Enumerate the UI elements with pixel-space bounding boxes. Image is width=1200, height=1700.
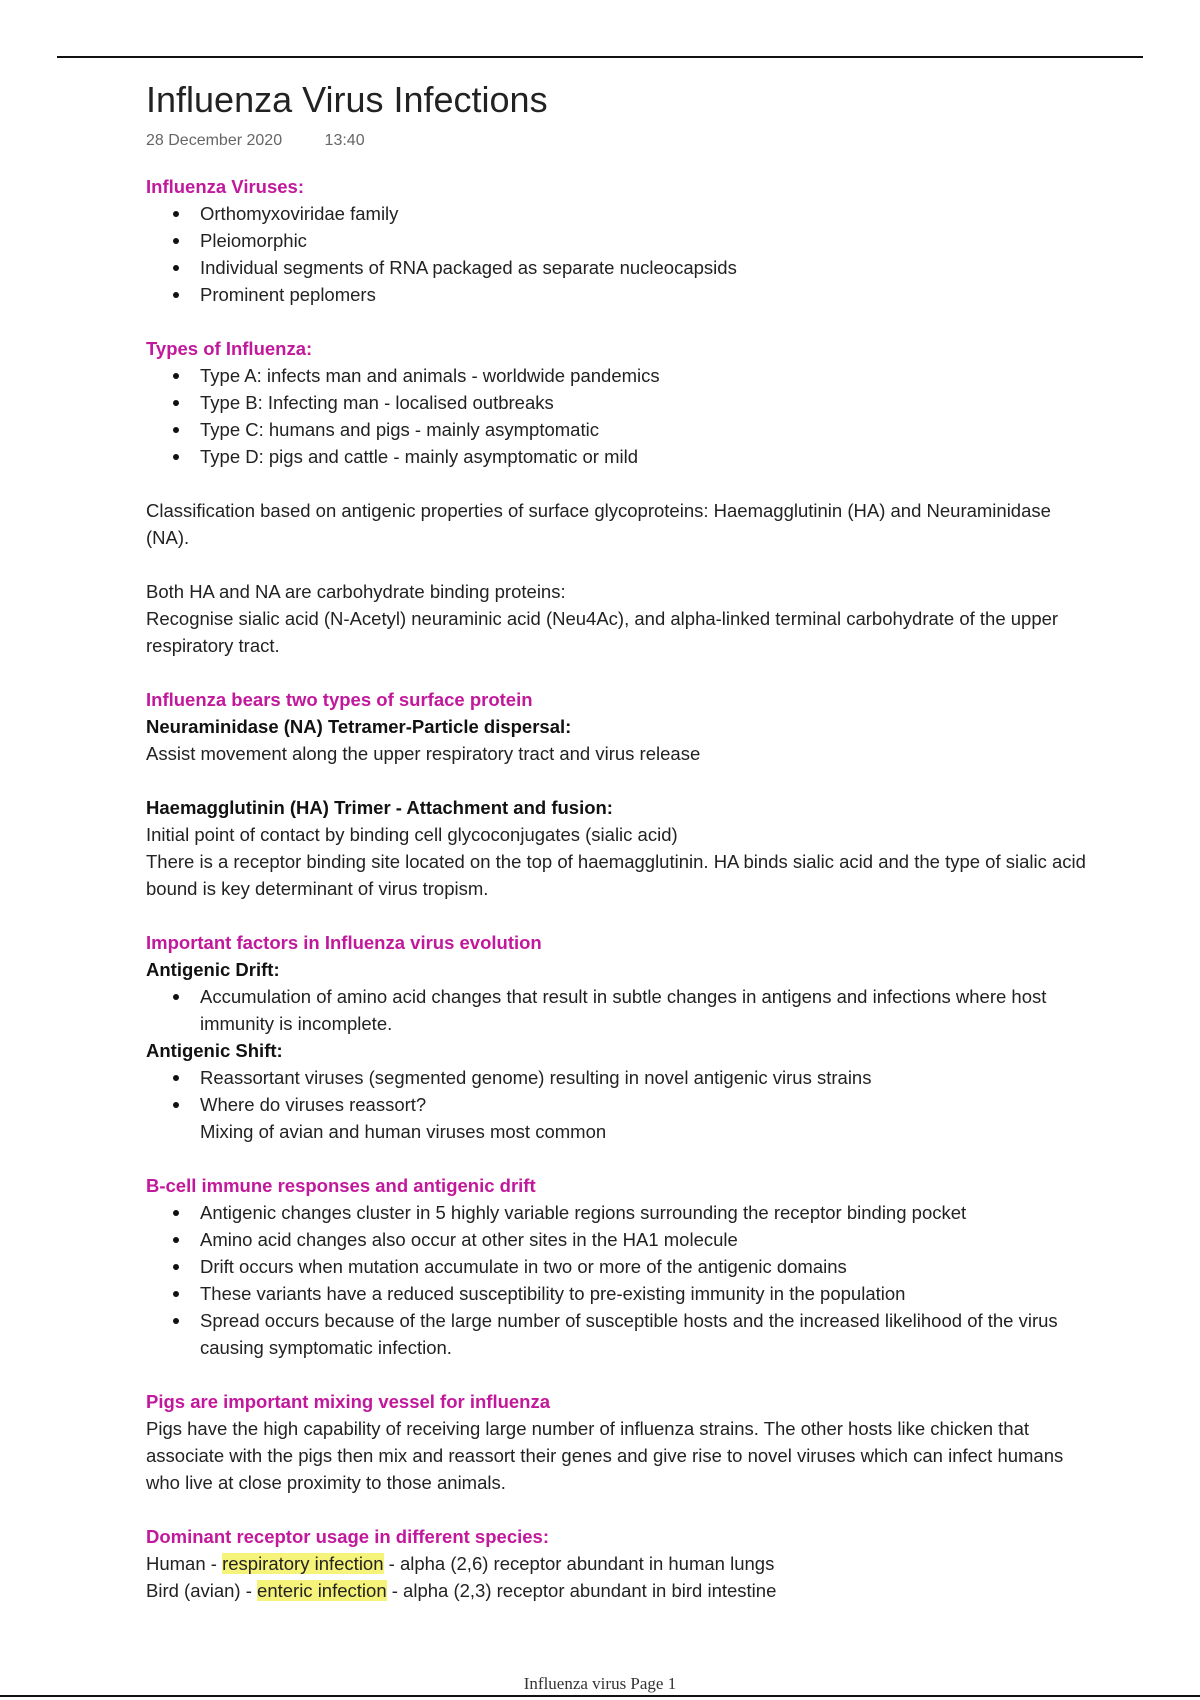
drift-subheading: Antigenic Drift: [146, 959, 280, 980]
ha-text-1: Initial point of contact by binding cell glycoconjugates (sialic acid) [146, 824, 678, 845]
bird-prefix: Bird (avian) - [146, 1580, 258, 1601]
shift-subheading: Antigenic Shift: [146, 1040, 283, 1061]
bcell-list [146, 1199, 1086, 1361]
list-item: Spread occurs because of the large number of susceptible hosts and the increased likelihood of the virus causing symptomatic infection. [200, 1307, 1086, 1361]
list-item: Type D: pigs and cattle - mainly asymptomatic or mild [200, 443, 1086, 470]
human-highlight: respiratory infection [222, 1553, 384, 1574]
section-heading-types: Types of Influenza: [146, 338, 313, 359]
section-heading-surface: Influenza bears two types of surface protein [146, 689, 533, 710]
list-item: Reassortant viruses (segmented genome) resulting in novel antigenic virus strains [200, 1064, 1086, 1091]
ha-subheading: Haemagglutinin (HA) Trimer - Attachment and fusion: [146, 797, 613, 818]
list-item: Antigenic changes cluster in 5 highly variable regions surrounding the receptor binding pocket [200, 1199, 1086, 1226]
list-item: Individual segments of RNA packaged as separate nucleocapsids [200, 254, 1086, 281]
page-date: 28 December 2020 [146, 132, 283, 149]
na-subheading: Neuraminidase (NA) Tetramer-Particle dispersal: [146, 716, 572, 737]
list-item: Drift occurs when mutation accumulate in two or more of the antigenic domains [200, 1253, 1086, 1280]
list-item: These variants have a reduced susceptibility to pre-existing immunity in the population [200, 1280, 1086, 1307]
page-title: Influenza Virus Infections [146, 79, 548, 120]
section-heading-evolution: Important factors in Influenza virus evolution [146, 932, 542, 953]
list-item-continuation: Mixing of avian and human viruses most common [200, 1121, 607, 1142]
list-item: Orthomyxoviridae family [200, 200, 1086, 227]
bird-highlight: enteric infection [257, 1580, 387, 1601]
bottom-rule [0, 1695, 1200, 1697]
section-heading-receptor: Dominant receptor usage in different species: [146, 1526, 549, 1547]
human-prefix: Human - [146, 1553, 223, 1574]
list-item: Amino acid changes also occur at other sites in the HA1 molecule [200, 1226, 1086, 1253]
types-list [146, 362, 1086, 470]
list-item: Type A: infects man and animals - worldwide pandemics [200, 362, 1086, 389]
list-item: Type C: humans and pigs - mainly asymptomatic [200, 416, 1086, 443]
pigs-paragraph: Pigs have the high capability of receiving large number of influenza strains. The other hosts like chicken that associate with the pigs then mix and reassort their genes and give rise to novel viruses which can infect humans who live at close proximity to those animals. [146, 1418, 1064, 1493]
sialic-acid-paragraph: Recognise sialic acid (N-Acetyl) neuraminic acid (Neu4Ac), and alpha-linked terminal carbohydrate of the upper respiratory tract. [146, 608, 1059, 656]
section-heading-bcell: B-cell immune responses and antigenic drift [146, 1175, 536, 1196]
section-heading-pigs: Pigs are important mixing vessel for influenza [146, 1391, 551, 1412]
page-meta [146, 130, 1086, 152]
classification-paragraph: Classification based on antigenic properties of surface glycoproteins: Haemagglutinin (HA) and Neuraminidase (NA). [146, 500, 1051, 548]
bird-suffix: - alpha (2,3) receptor abundant in bird intestine [386, 1580, 777, 1601]
section-heading-viruses: Influenza Viruses: [146, 176, 304, 197]
page-time: 13:40 [324, 132, 365, 149]
na-text: Assist movement along the upper respiratory tract and virus release [146, 743, 701, 764]
page-content [146, 76, 1086, 1604]
list-item: Accumulation of amino acid changes that result in subtle changes in antigens and infections where host immunity is incomplete. [200, 983, 1086, 1037]
list-item: Pleiomorphic [200, 227, 1086, 254]
page-footer: Influenza virus Page 1 [523, 1674, 677, 1693]
list-item: Prominent peplomers [200, 281, 1086, 308]
binding-proteins-paragraph: Both HA and NA are carbohydrate binding proteins: [146, 581, 566, 602]
human-receptor-line [146, 1550, 1086, 1577]
top-rule [57, 56, 1143, 58]
viruses-list [146, 200, 1086, 308]
list-item: Type B: Infecting man - localised outbreaks [200, 389, 1086, 416]
list-item: Where do viruses reassort? [200, 1091, 1086, 1118]
ha-text-2: There is a receptor binding site located on the top of haemagglutinin. HA binds sialic acid and the type of sialic acid bound is key determinant of virus tropism. [146, 851, 1086, 899]
shift-list [146, 1064, 1086, 1145]
drift-list [146, 983, 1086, 1037]
human-suffix: - alpha (2,6) receptor abundant in human lungs [383, 1553, 775, 1574]
bird-receptor-line [146, 1577, 1086, 1604]
